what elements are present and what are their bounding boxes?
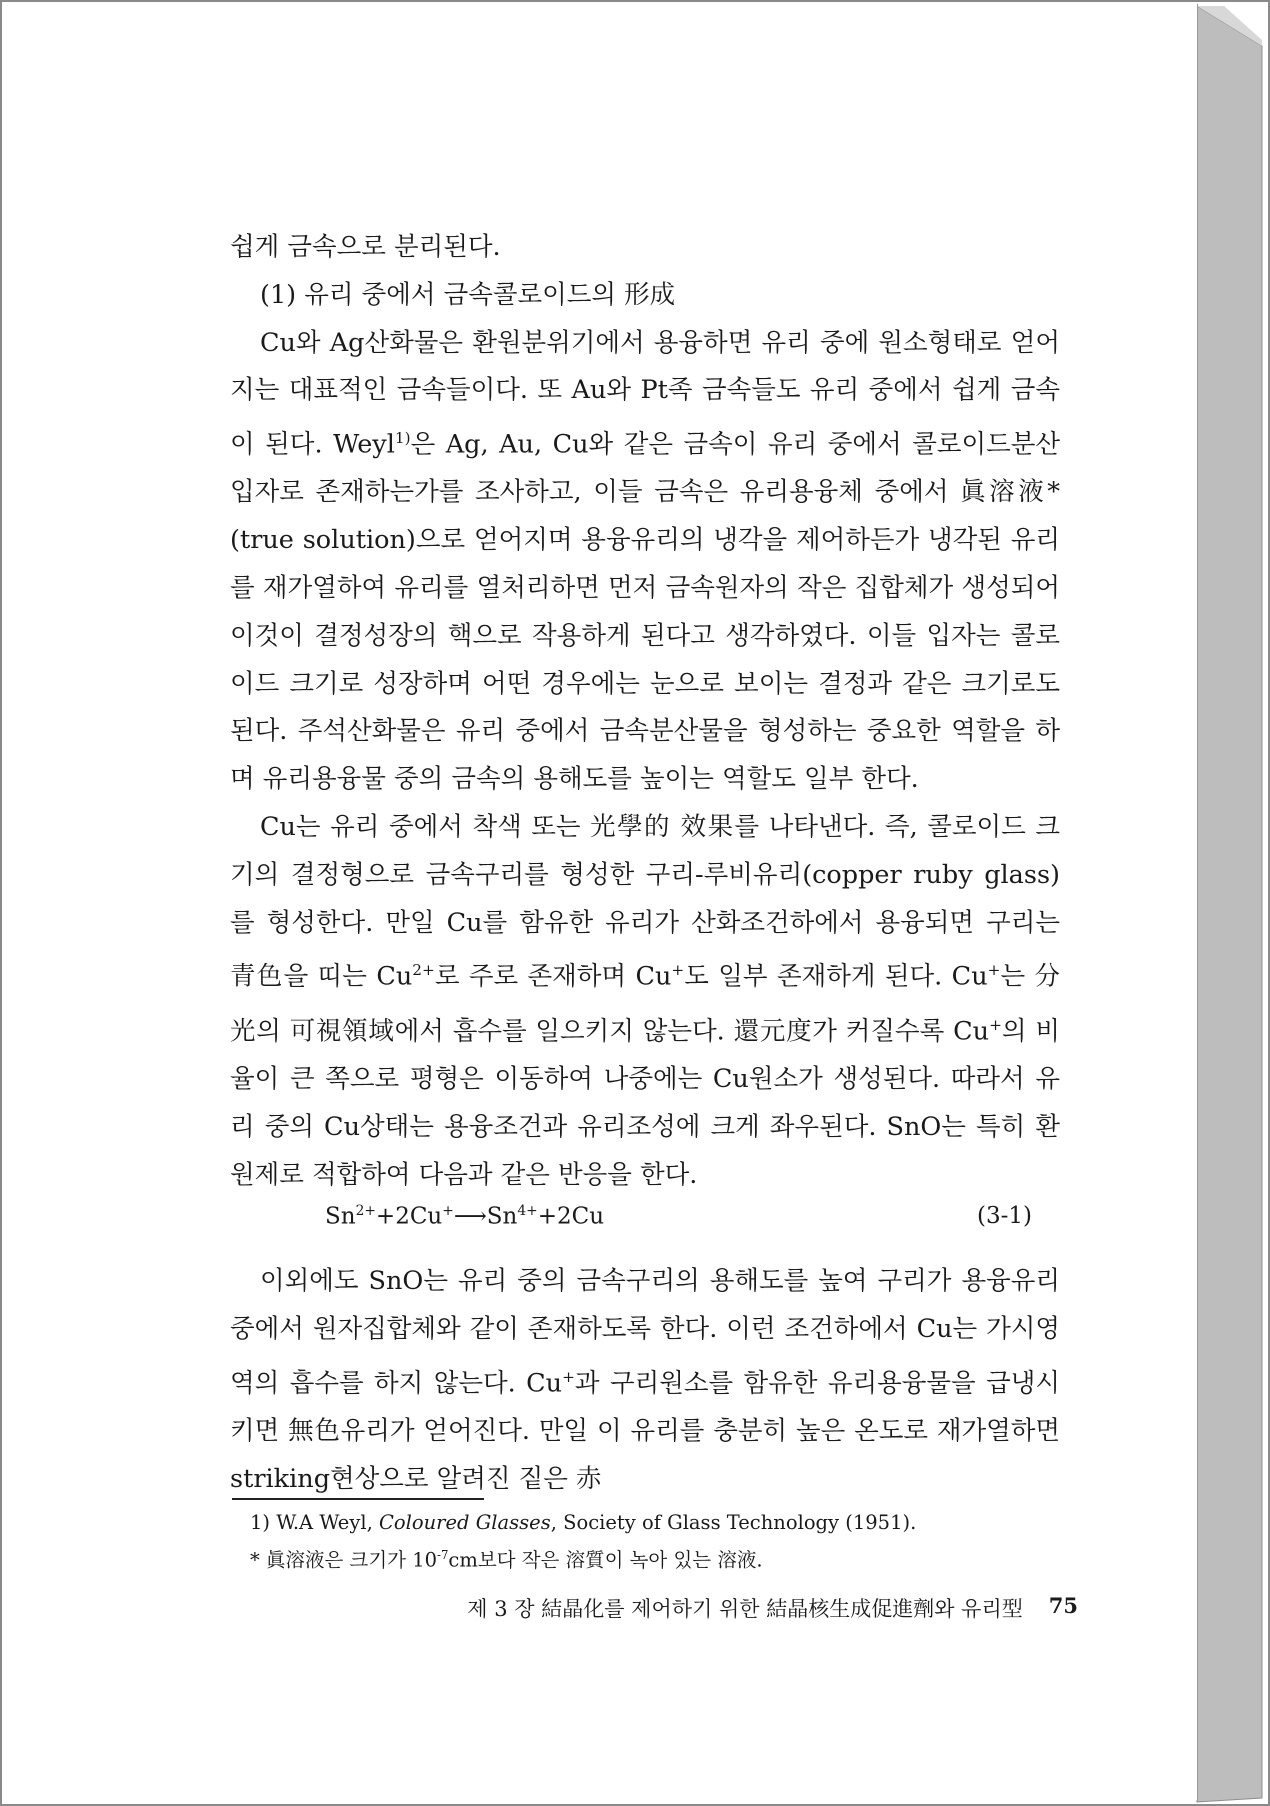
chapter-title: 제 3 장 結晶化를 제어하기 위한 結晶核生成促進劑와 유리型	[467, 1597, 1023, 1621]
footnote-2: * 眞溶液은 크기가 $10^{-7}cm$보다 작은 溶質이 녹아 있는 溶液.	[250, 1548, 763, 1572]
continued-line: 쉽게 금속으로 분리된다.	[230, 232, 501, 262]
equation-number: (3-1)	[977, 1203, 1032, 1229]
page-number: 75	[1048, 1593, 1078, 1618]
paragraph-2: Cu는 유리 중에서 착색 또는 光學的 效果를 나타낸다. 즉, 콜로이드 크기의 결정형으로 금속구리를 형성한 구리-루비유리(copper ruby glass)를 형성한다. 만일 Cu를 함유한 유리가 산화조건하에서 용융되면 구리는 青色을 띠는 $Cu^{2+}$로 주로 존재하며 Cu+도 일부 존재하게 된다. Cu+는 分光의 可視領域에서 흡수를 일으키지 않는다. 還元度가 커질수록 Cu+의 비율이 큰 쪽으로 평형은 이동하여 나중에는 Cu원소가 생성된다. 따라서 유리 중의 Cu상태는 용융조건과 유리조성에 크게 좌우된다. SnO는 특히 환원제로 적합하여 다음과 같은 반응을 한다.	[230, 812, 1060, 1190]
paragraph-1: Cu와 Ag산화물은 환원분위기에서 용융하면 유리 중에 원소형태로 얻어지는 대표적인 금속들이다. 또 Au와 Pt족 금속들도 유리 중에서 쉽게 금속이 된다. Weyl$^{1)}$은 Ag, Au, Cu와 같은 금속이 유리 중에서 콜로이드분산입자로 존재하는가를 조사하고, 이들 금속은 유리용융체 중에서 眞溶液*(true solution)으로 얻어지며 용융유리의 냉각을 제어하든가 냉각된 유리를 재가열하여 유리를 열처리하면 먼저 금속원자의 작은 집합체가 생성되어 이것이 결정성장의 핵으로 작용하게 된다고 생각하였다. 이들 입자는 콜로이드 크기로 성장하며 어떤 경우에는 눈으로 보이는 결정과 같은 크기로도 된다. 주석산화물은 유리 중에서 금속분산물을 형성하는 중요한 역할을 하며 유리용융물 중의 금속의 용해도를 높이는 역할도 일부 한다.	[230, 327, 1061, 795]
page-edge	[1196, 4, 1264, 1800]
page-body	[230, 224, 1060, 1199]
paragraph-3: 이외에도 SnO는 유리 중의 금속구리의 용해도를 높여 구리가 용융유리 중에서 원자집합체와 같이 존재하도록 한다. 이런 조건하에서 Cu는 가시영역의 흡수를 하지 않는다. Cu+과 구리원소를 함유한 유리용융물을 급냉시키면 無色유리가 얻어진다. 만일 이 유리를 충분히 높은 온도로 재가열하면 striking현상으로 알려진 짙은 赤	[230, 1266, 1060, 1494]
footnote-1: 1) W.A Weyl, Coloured Glasses, Society of Glass Technology (1951).	[250, 1511, 917, 1534]
footnote-divider	[232, 1498, 484, 1500]
section-heading: (1) 유리 중에서 금속콜로이드의 形成	[260, 279, 676, 310]
running-footer	[318, 1593, 1078, 1623]
equation-3-1	[325, 1203, 1032, 1230]
page-body-continued	[230, 1258, 1060, 1503]
equation-formula: $Sn^{2+}+2Cu^+⟶Sn^{4+}+2Cu$	[325, 1203, 605, 1230]
footnotes	[250, 1507, 1050, 1577]
